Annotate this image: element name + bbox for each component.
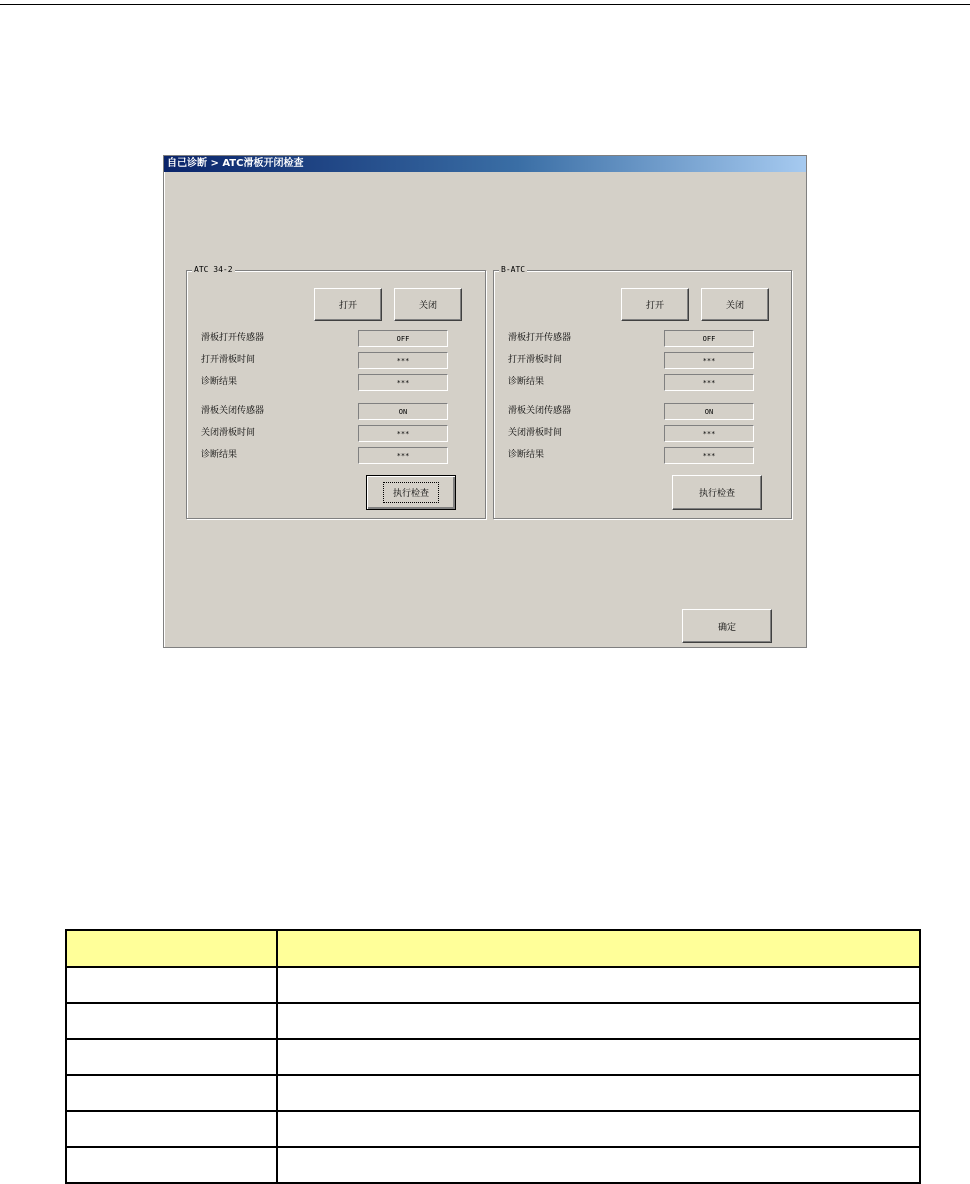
atc-check-dialog — [163, 155, 807, 648]
table-cell — [277, 1039, 920, 1075]
close-diagnosis-result-value: *** — [358, 447, 448, 464]
group-atc-34-2 — [186, 265, 486, 519]
close-button[interactable]: 关闭 — [394, 288, 462, 321]
open-slide-time-value: *** — [664, 352, 754, 369]
close-diagnosis-result-label: 诊断结果 — [201, 450, 238, 460]
close-slide-time-value: *** — [664, 425, 754, 442]
table-row — [66, 1111, 920, 1147]
table-row — [66, 1003, 920, 1039]
close-button[interactable]: 关闭 — [701, 288, 769, 321]
table-cell — [66, 967, 277, 1003]
open-button[interactable]: 打开 — [314, 288, 382, 321]
open-diagnosis-result-label: 诊断结果 — [201, 377, 238, 387]
execute-check-button[interactable]: 执行检查 — [366, 475, 456, 510]
close-slide-time-label: 关闭滑板时间 — [201, 428, 256, 438]
table-cell — [66, 1003, 277, 1039]
execute-check-button[interactable]: 执行检查 — [672, 475, 762, 510]
table-cell — [66, 1039, 277, 1075]
close-diagnosis-result-label: 诊断结果 — [508, 450, 545, 460]
slide-open-sensor-label: 滑板打开传感器 — [508, 333, 572, 343]
ok-button[interactable]: 确定 — [682, 609, 772, 643]
slide-close-sensor-label: 滑板关闭传感器 — [201, 406, 265, 416]
table-header-row — [66, 930, 920, 967]
slide-close-sensor-value: ON — [358, 403, 448, 420]
table-row — [66, 967, 920, 1003]
open-button[interactable]: 打开 — [621, 288, 689, 321]
table-row — [66, 1075, 920, 1111]
open-diagnosis-result-value: *** — [664, 374, 754, 391]
close-slide-time-value: *** — [358, 425, 448, 442]
table-header-cell — [277, 930, 920, 967]
open-slide-time-label: 打开滑板时间 — [508, 355, 563, 365]
table-row — [66, 1039, 920, 1075]
table-cell — [277, 1003, 920, 1039]
open-slide-time-label: 打开滑板时间 — [201, 355, 256, 365]
table-cell — [66, 1075, 277, 1111]
table-cell — [277, 1075, 920, 1111]
slide-open-sensor-value: OFF — [358, 330, 448, 347]
group-legend-atc-34-2: ATC 34-2 — [194, 265, 233, 274]
slide-open-sensor-value: OFF — [664, 330, 754, 347]
description-table — [65, 929, 921, 1184]
close-slide-time-label: 关闭滑板时间 — [508, 428, 563, 438]
table-header-cell — [66, 930, 277, 967]
page-top-rule — [0, 4, 970, 5]
table-cell — [277, 1111, 920, 1147]
table-cell — [66, 1147, 277, 1183]
slide-open-sensor-label: 滑板打开传感器 — [201, 333, 265, 343]
slide-close-sensor-label: 滑板关闭传感器 — [508, 406, 572, 416]
table-cell — [277, 967, 920, 1003]
table-row — [66, 1147, 920, 1183]
open-slide-time-value: *** — [358, 352, 448, 369]
close-diagnosis-result-value: *** — [664, 447, 754, 464]
table-cell — [66, 1111, 277, 1147]
open-diagnosis-result-value: *** — [358, 374, 448, 391]
open-diagnosis-result-label: 诊断结果 — [508, 377, 545, 387]
group-legend-b-atc: B-ATC — [501, 265, 526, 274]
table-cell — [277, 1147, 920, 1183]
window-title: 自己诊断 > ATC滑板开闭检查 — [164, 156, 806, 172]
slide-close-sensor-value: ON — [664, 403, 754, 420]
group-b-atc — [493, 265, 792, 519]
